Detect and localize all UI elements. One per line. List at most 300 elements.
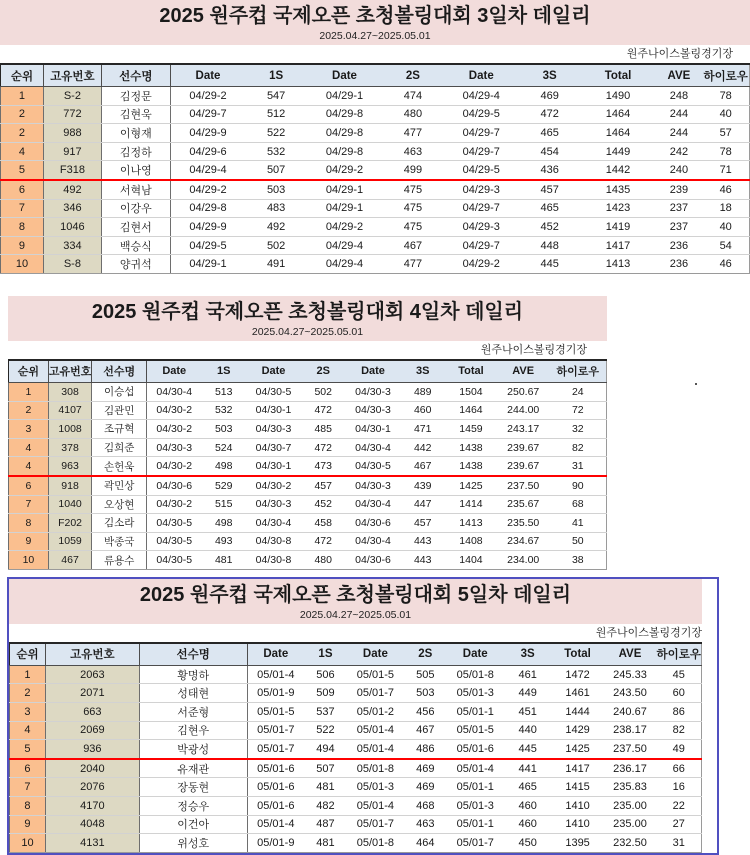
cell-ave[interactable]: 237 — [655, 218, 702, 237]
date-range[interactable]: 2025.04.27~2025.05.01 — [9, 609, 702, 624]
cell-date1[interactable]: 04/30-4 — [147, 382, 202, 401]
column-header-name[interactable]: 선수명 — [92, 360, 147, 383]
cell-s3[interactable]: 441 — [504, 759, 552, 778]
cell-s2[interactable]: 477 — [382, 124, 444, 143]
column-header-date2[interactable]: Date — [246, 360, 301, 383]
cell-date2[interactable]: 04/29-8 — [307, 105, 382, 124]
cell-date1[interactable]: 04/30-3 — [147, 438, 202, 457]
cell-date2[interactable]: 04/30-2 — [246, 476, 301, 495]
cell-rank[interactable]: 1 — [10, 665, 46, 684]
cell-highlow[interactable]: 82 — [656, 721, 701, 740]
cell-uid[interactable]: 2071 — [45, 684, 139, 703]
cell-s3[interactable]: 448 — [519, 236, 581, 255]
cell-date3[interactable]: 04/30-3 — [346, 476, 401, 495]
cell-highlow[interactable]: 27 — [656, 815, 701, 834]
cell-date2[interactable]: 04/29-1 — [307, 87, 382, 106]
cell-ave[interactable]: 239.67 — [497, 438, 550, 457]
cell-rank[interactable]: 9 — [10, 815, 46, 834]
cell-name[interactable]: 김관민 — [92, 401, 147, 420]
cell-uid[interactable]: 988 — [43, 124, 101, 143]
cell-date2[interactable]: 04/30-8 — [246, 532, 301, 551]
cell-ave[interactable]: 240.67 — [604, 703, 657, 722]
cell-rank[interactable]: 2 — [9, 401, 49, 420]
cell-total[interactable]: 1464 — [581, 124, 656, 143]
cell-date1[interactable]: 05/01-6 — [247, 778, 304, 797]
cell-ave[interactable]: 244 — [655, 124, 702, 143]
cell-s2[interactable]: 469 — [404, 759, 447, 778]
cell-total[interactable]: 1459 — [445, 420, 497, 439]
cell-total[interactable]: 1438 — [445, 438, 497, 457]
cell-date3[interactable]: 04/30-6 — [346, 514, 401, 533]
cell-rank[interactable]: 3 — [10, 703, 46, 722]
cell-total[interactable]: 1415 — [552, 778, 604, 797]
cell-rank[interactable]: 8 — [1, 218, 44, 237]
cell-uid[interactable]: S-2 — [43, 87, 101, 106]
cell-total[interactable]: 1449 — [581, 142, 656, 161]
cell-highlow[interactable]: 50 — [550, 532, 607, 551]
cell-s2[interactable]: 480 — [301, 551, 346, 570]
cell-rank[interactable]: 4 — [10, 721, 46, 740]
cell-ave[interactable]: 244.00 — [497, 401, 550, 420]
cell-date3[interactable]: 05/01-3 — [447, 684, 504, 703]
cell-rank[interactable]: 5 — [1, 161, 44, 180]
cell-total[interactable]: 1395 — [552, 834, 604, 853]
cell-s3[interactable]: 465 — [504, 778, 552, 797]
column-header-date2[interactable]: Date — [307, 64, 382, 87]
cell-highlow[interactable]: 57 — [702, 124, 749, 143]
cell-s2[interactable]: 452 — [301, 495, 346, 514]
cell-date1[interactable]: 05/01-7 — [247, 721, 304, 740]
cell-date2[interactable]: 04/29-4 — [307, 255, 382, 274]
cell-name[interactable]: 장동현 — [139, 778, 247, 797]
cell-s2[interactable]: 503 — [404, 684, 447, 703]
column-header-s3[interactable]: 3S — [519, 64, 581, 87]
cell-date2[interactable]: 05/01-2 — [347, 703, 404, 722]
cell-name[interactable]: 이강우 — [101, 199, 170, 218]
cell-name[interactable]: 서혁남 — [101, 180, 170, 199]
cell-ave[interactable]: 235.00 — [604, 797, 657, 816]
cell-uid[interactable]: 4107 — [48, 401, 92, 420]
cell-date2[interactable]: 04/29-8 — [307, 124, 382, 143]
cell-date2[interactable]: 04/30-8 — [246, 551, 301, 570]
column-header-date1[interactable]: Date — [147, 360, 202, 383]
cell-date3[interactable]: 04/30-6 — [346, 551, 401, 570]
cell-s3[interactable]: 452 — [519, 218, 581, 237]
cell-total[interactable]: 1490 — [581, 87, 656, 106]
cell-rank[interactable]: 3 — [9, 420, 49, 439]
column-header-name[interactable]: 선수명 — [139, 643, 247, 666]
cell-total[interactable]: 1423 — [581, 199, 656, 218]
cell-ave[interactable]: 244 — [655, 105, 702, 124]
date-range[interactable]: 2025.04.27~2025.05.01 — [0, 30, 750, 45]
cell-s3[interactable]: 443 — [400, 532, 445, 551]
cell-date1[interactable]: 04/30-6 — [147, 476, 202, 495]
cell-ave[interactable]: 245.33 — [604, 665, 657, 684]
cell-rank[interactable]: 4 — [1, 142, 44, 161]
column-header-highlow[interactable]: 하이로우 — [702, 64, 749, 87]
cell-name[interactable]: 김현욱 — [101, 105, 170, 124]
cell-highlow[interactable]: 72 — [550, 401, 607, 420]
column-header-total[interactable]: Total — [552, 643, 604, 666]
cell-total[interactable]: 1417 — [581, 236, 656, 255]
cell-s3[interactable]: 460 — [504, 797, 552, 816]
cell-rank[interactable]: 6 — [10, 759, 46, 778]
cell-date1[interactable]: 04/29-5 — [170, 236, 245, 255]
cell-s3[interactable]: 436 — [519, 161, 581, 180]
cell-s2[interactable]: 472 — [301, 532, 346, 551]
cell-s3[interactable]: 460 — [504, 815, 552, 834]
cell-uid[interactable]: F202 — [48, 514, 92, 533]
column-header-date1[interactable]: Date — [247, 643, 304, 666]
column-header-name[interactable]: 선수명 — [101, 64, 170, 87]
venue-label[interactable]: 원주나이스볼링경기장 — [8, 341, 607, 359]
cell-s1[interactable]: 494 — [304, 740, 347, 759]
cell-uid[interactable]: 2069 — [45, 721, 139, 740]
cell-rank[interactable]: 6 — [9, 476, 49, 495]
cell-s1[interactable]: 507 — [304, 759, 347, 778]
cell-s1[interactable]: 507 — [245, 161, 307, 180]
cell-highlow[interactable]: 38 — [550, 551, 607, 570]
cell-date2[interactable]: 04/30-5 — [246, 382, 301, 401]
cell-total[interactable]: 1444 — [552, 703, 604, 722]
cell-s1[interactable]: 493 — [201, 532, 246, 551]
cell-rank[interactable]: 1 — [9, 382, 49, 401]
cell-s2[interactable]: 475 — [382, 180, 444, 199]
cell-total[interactable]: 1410 — [552, 797, 604, 816]
cell-date2[interactable]: 04/30-3 — [246, 420, 301, 439]
cell-total[interactable]: 1417 — [552, 759, 604, 778]
cell-ave[interactable]: 250.67 — [497, 382, 550, 401]
cell-date1[interactable]: 04/29-2 — [170, 180, 245, 199]
venue-label[interactable]: 원주나이스볼링경기장 — [9, 624, 706, 642]
cell-s2[interactable]: 469 — [404, 778, 447, 797]
cell-date2[interactable]: 04/30-1 — [246, 401, 301, 420]
cell-ave[interactable]: 238.17 — [604, 721, 657, 740]
column-header-total[interactable]: Total — [445, 360, 497, 383]
cell-date3[interactable]: 05/01-7 — [447, 834, 504, 853]
table-title[interactable]: 2025 원주컵 국제오픈 초청볼링대회 3일차 데일리 — [0, 0, 750, 30]
cell-s2[interactable]: 458 — [301, 514, 346, 533]
cell-s3[interactable]: 439 — [400, 476, 445, 495]
cell-date2[interactable]: 05/01-3 — [347, 778, 404, 797]
cell-highlow[interactable]: 41 — [550, 514, 607, 533]
cell-s1[interactable]: 522 — [304, 721, 347, 740]
cell-date1[interactable]: 04/29-7 — [170, 105, 245, 124]
cell-date1[interactable]: 05/01-5 — [247, 703, 304, 722]
cell-highlow[interactable]: 45 — [656, 665, 701, 684]
cell-s1[interactable]: 547 — [245, 87, 307, 106]
cell-highlow[interactable]: 82 — [550, 438, 607, 457]
cell-date2[interactable]: 05/01-4 — [347, 797, 404, 816]
cell-date1[interactable]: 05/01-9 — [247, 834, 304, 853]
cell-uid[interactable]: 2040 — [45, 759, 139, 778]
cell-s1[interactable]: 481 — [201, 551, 246, 570]
cell-highlow[interactable]: 24 — [550, 382, 607, 401]
column-header-s1[interactable]: 1S — [245, 64, 307, 87]
cell-s1[interactable]: 483 — [245, 199, 307, 218]
cell-date3[interactable]: 04/29-4 — [444, 87, 519, 106]
cell-s3[interactable]: 449 — [504, 684, 552, 703]
cell-total[interactable]: 1425 — [445, 476, 497, 495]
cell-name[interactable]: 손헌욱 — [92, 457, 147, 476]
cell-uid[interactable]: 4170 — [45, 797, 139, 816]
column-header-s2[interactable]: 2S — [382, 64, 444, 87]
cell-ave[interactable]: 239 — [655, 180, 702, 199]
cell-uid[interactable]: 1008 — [48, 420, 92, 439]
cell-highlow[interactable]: 90 — [550, 476, 607, 495]
cell-rank[interactable]: 2 — [1, 105, 44, 124]
cell-highlow[interactable]: 16 — [656, 778, 701, 797]
cell-s2[interactable]: 474 — [382, 87, 444, 106]
cell-s3[interactable]: 472 — [519, 105, 581, 124]
cell-s3[interactable]: 440 — [504, 721, 552, 740]
cell-date3[interactable]: 04/29-7 — [444, 199, 519, 218]
cell-uid[interactable]: 1040 — [48, 495, 92, 514]
cell-rank[interactable]: 1 — [1, 87, 44, 106]
cell-uid[interactable]: 917 — [43, 142, 101, 161]
cell-date1[interactable]: 05/01-7 — [247, 740, 304, 759]
cell-date3[interactable]: 05/01-1 — [447, 703, 504, 722]
cell-highlow[interactable]: 18 — [702, 199, 749, 218]
cell-s2[interactable]: 472 — [301, 401, 346, 420]
cell-uid[interactable]: F318 — [43, 161, 101, 180]
cell-s2[interactable]: 502 — [301, 382, 346, 401]
cell-date1[interactable]: 04/30-2 — [147, 457, 202, 476]
cell-s1[interactable]: 506 — [304, 665, 347, 684]
cell-s3[interactable]: 465 — [519, 124, 581, 143]
cell-s3[interactable]: 467 — [400, 457, 445, 476]
cell-total[interactable]: 1404 — [445, 551, 497, 570]
column-header-rank[interactable]: 순위 — [9, 360, 49, 383]
cell-s2[interactable]: 480 — [382, 105, 444, 124]
cell-rank[interactable]: 6 — [1, 180, 44, 199]
cell-uid[interactable]: 4048 — [45, 815, 139, 834]
column-header-rank[interactable]: 순위 — [10, 643, 46, 666]
cell-uid[interactable]: 492 — [43, 180, 101, 199]
cell-s3[interactable]: 461 — [504, 665, 552, 684]
cell-uid[interactable]: 1059 — [48, 532, 92, 551]
cell-s3[interactable]: 450 — [504, 834, 552, 853]
cell-rank[interactable]: 7 — [10, 778, 46, 797]
column-header-ave[interactable]: AVE — [604, 643, 657, 666]
cell-highlow[interactable]: 78 — [702, 142, 749, 161]
cell-ave[interactable]: 236 — [655, 236, 702, 255]
cell-rank[interactable]: 2 — [10, 684, 46, 703]
cell-s3[interactable]: 447 — [400, 495, 445, 514]
cell-s1[interactable]: 532 — [201, 401, 246, 420]
cell-ave[interactable]: 240 — [655, 161, 702, 180]
cell-s1[interactable]: 503 — [201, 420, 246, 439]
column-header-s1[interactable]: 1S — [304, 643, 347, 666]
cell-s1[interactable]: 491 — [245, 255, 307, 274]
cell-rank[interactable]: 9 — [1, 236, 44, 255]
cell-total[interactable]: 1429 — [552, 721, 604, 740]
cell-name[interactable]: 백승식 — [101, 236, 170, 255]
cell-s1[interactable]: 481 — [304, 778, 347, 797]
cell-rank[interactable]: 7 — [9, 495, 49, 514]
cell-rank[interactable]: 8 — [9, 514, 49, 533]
cell-name[interactable]: 김희준 — [92, 438, 147, 457]
cell-total[interactable]: 1410 — [552, 815, 604, 834]
cell-highlow[interactable]: 31 — [656, 834, 701, 853]
cell-date1[interactable]: 05/01-4 — [247, 815, 304, 834]
cell-date3[interactable]: 05/01-4 — [447, 759, 504, 778]
cell-date3[interactable]: 05/01-5 — [447, 721, 504, 740]
cell-date3[interactable]: 05/01-3 — [447, 797, 504, 816]
cell-date3[interactable]: 04/29-3 — [444, 218, 519, 237]
cell-date1[interactable]: 04/29-9 — [170, 218, 245, 237]
cell-name[interactable]: 김현우 — [139, 721, 247, 740]
cell-s1[interactable]: 509 — [304, 684, 347, 703]
cell-s3[interactable]: 451 — [504, 703, 552, 722]
cell-date1[interactable]: 04/29-6 — [170, 142, 245, 161]
cell-name[interactable]: 정승우 — [139, 797, 247, 816]
cell-date1[interactable]: 05/01-9 — [247, 684, 304, 703]
cell-s1[interactable]: 502 — [245, 236, 307, 255]
cell-s3[interactable]: 469 — [519, 87, 581, 106]
cell-name[interactable]: 박광성 — [139, 740, 247, 759]
cell-total[interactable]: 1461 — [552, 684, 604, 703]
cell-s3[interactable]: 457 — [400, 514, 445, 533]
column-header-date3[interactable]: Date — [447, 643, 504, 666]
cell-s3[interactable]: 443 — [400, 551, 445, 570]
cell-total[interactable]: 1413 — [445, 514, 497, 533]
cell-name[interactable]: 류용수 — [92, 551, 147, 570]
cell-highlow[interactable]: 54 — [702, 236, 749, 255]
cell-s2[interactable]: 463 — [404, 815, 447, 834]
cell-rank[interactable]: 2 — [1, 124, 44, 143]
cell-s1[interactable]: 487 — [304, 815, 347, 834]
cell-total[interactable]: 1414 — [445, 495, 497, 514]
cell-total[interactable]: 1504 — [445, 382, 497, 401]
cell-s3[interactable]: 445 — [519, 255, 581, 274]
cell-total[interactable]: 1425 — [552, 740, 604, 759]
cell-rank[interactable]: 10 — [9, 551, 49, 570]
cell-s2[interactable]: 467 — [404, 721, 447, 740]
cell-name[interactable]: 이나영 — [101, 161, 170, 180]
cell-highlow[interactable]: 40 — [702, 105, 749, 124]
cell-rank[interactable]: 10 — [10, 834, 46, 853]
cell-s3[interactable]: 460 — [400, 401, 445, 420]
cell-uid[interactable]: 308 — [48, 382, 92, 401]
cell-total[interactable]: 1408 — [445, 532, 497, 551]
table-title[interactable]: 2025 원주컵 국제오픈 초청볼링대회 5일차 데일리 — [9, 579, 702, 609]
cell-uid[interactable]: 378 — [48, 438, 92, 457]
cell-date3[interactable]: 04/30-3 — [346, 401, 401, 420]
cell-s1[interactable]: 503 — [245, 180, 307, 199]
cell-s1[interactable]: 498 — [201, 457, 246, 476]
cell-name[interactable]: 위성호 — [139, 834, 247, 853]
cell-date3[interactable]: 04/29-3 — [444, 180, 519, 199]
cell-highlow[interactable]: 71 — [702, 161, 749, 180]
cell-total[interactable]: 1472 — [552, 665, 604, 684]
cell-total[interactable]: 1413 — [581, 255, 656, 274]
cell-s1[interactable]: 482 — [304, 797, 347, 816]
cell-highlow[interactable]: 66 — [656, 759, 701, 778]
cell-name[interactable]: 서준형 — [139, 703, 247, 722]
cell-date3[interactable]: 05/01-8 — [447, 665, 504, 684]
cell-highlow[interactable]: 32 — [550, 420, 607, 439]
cell-rank[interactable]: 8 — [10, 797, 46, 816]
cell-uid[interactable]: 467 — [48, 551, 92, 570]
cell-uid[interactable]: 4131 — [45, 834, 139, 853]
cell-ave[interactable]: 236 — [655, 255, 702, 274]
venue-label[interactable]: 원주나이스볼링경기장 — [0, 45, 750, 63]
cell-date2[interactable]: 04/30-4 — [246, 514, 301, 533]
cell-uid[interactable]: 663 — [45, 703, 139, 722]
cell-s2[interactable]: 472 — [301, 438, 346, 457]
cell-ave[interactable]: 232.50 — [604, 834, 657, 853]
cell-date3[interactable]: 04/30-5 — [346, 457, 401, 476]
column-header-uid[interactable]: 고유번호 — [45, 643, 139, 666]
cell-date3[interactable]: 04/30-4 — [346, 532, 401, 551]
cell-ave[interactable]: 248 — [655, 87, 702, 106]
cell-s2[interactable]: 467 — [382, 236, 444, 255]
column-header-s3[interactable]: 3S — [504, 643, 552, 666]
cell-date1[interactable]: 04/30-5 — [147, 514, 202, 533]
cell-date3[interactable]: 05/01-1 — [447, 778, 504, 797]
cell-date2[interactable]: 05/01-4 — [347, 721, 404, 740]
cell-ave[interactable]: 235.00 — [604, 815, 657, 834]
cell-date3[interactable]: 04/29-7 — [444, 142, 519, 161]
cell-uid[interactable]: S-8 — [43, 255, 101, 274]
cell-rank[interactable]: 4 — [9, 457, 49, 476]
cell-uid[interactable]: 346 — [43, 199, 101, 218]
cell-date3[interactable]: 04/29-7 — [444, 236, 519, 255]
cell-s1[interactable]: 529 — [201, 476, 246, 495]
cell-highlow[interactable]: 60 — [656, 684, 701, 703]
cell-s1[interactable]: 522 — [245, 124, 307, 143]
cell-s3[interactable]: 465 — [519, 199, 581, 218]
cell-highlow[interactable]: 68 — [550, 495, 607, 514]
column-header-highlow[interactable]: 하이로우 — [550, 360, 607, 383]
cell-date3[interactable]: 04/29-2 — [444, 255, 519, 274]
column-header-s2[interactable]: 2S — [301, 360, 346, 383]
cell-total[interactable]: 1419 — [581, 218, 656, 237]
cell-name[interactable]: 이건아 — [139, 815, 247, 834]
cell-s3[interactable]: 454 — [519, 142, 581, 161]
table-title[interactable]: 2025 원주컵 국제오픈 초청볼링대회 4일차 데일리 — [8, 296, 607, 326]
cell-date2[interactable]: 05/01-5 — [347, 665, 404, 684]
cell-name[interactable]: 곽민상 — [92, 476, 147, 495]
column-header-date3[interactable]: Date — [346, 360, 401, 383]
column-header-rank[interactable]: 순위 — [1, 64, 44, 87]
cell-highlow[interactable]: 78 — [702, 87, 749, 106]
cell-s3[interactable]: 489 — [400, 382, 445, 401]
column-header-uid[interactable]: 고유번호 — [43, 64, 101, 87]
cell-ave[interactable]: 235.67 — [497, 495, 550, 514]
cell-name[interactable]: 조규혁 — [92, 420, 147, 439]
cell-date1[interactable]: 04/29-2 — [170, 87, 245, 106]
cell-name[interactable]: 김정문 — [101, 87, 170, 106]
cell-s1[interactable]: 515 — [201, 495, 246, 514]
cell-date1[interactable]: 04/30-5 — [147, 532, 202, 551]
cell-s1[interactable]: 492 — [245, 218, 307, 237]
cell-date1[interactable]: 04/30-5 — [147, 551, 202, 570]
cell-name[interactable]: 김현서 — [101, 218, 170, 237]
cell-name[interactable]: 양귀석 — [101, 255, 170, 274]
cell-total[interactable]: 1464 — [445, 401, 497, 420]
cell-name[interactable]: 유재관 — [139, 759, 247, 778]
cell-date2[interactable]: 04/29-1 — [307, 180, 382, 199]
cell-ave[interactable]: 234.67 — [497, 532, 550, 551]
cell-rank[interactable]: 10 — [1, 255, 44, 274]
cell-name[interactable]: 성태현 — [139, 684, 247, 703]
cell-ave[interactable]: 237 — [655, 199, 702, 218]
cell-date3[interactable]: 04/30-4 — [346, 495, 401, 514]
cell-s1[interactable]: 498 — [201, 514, 246, 533]
cell-rank[interactable]: 4 — [9, 438, 49, 457]
